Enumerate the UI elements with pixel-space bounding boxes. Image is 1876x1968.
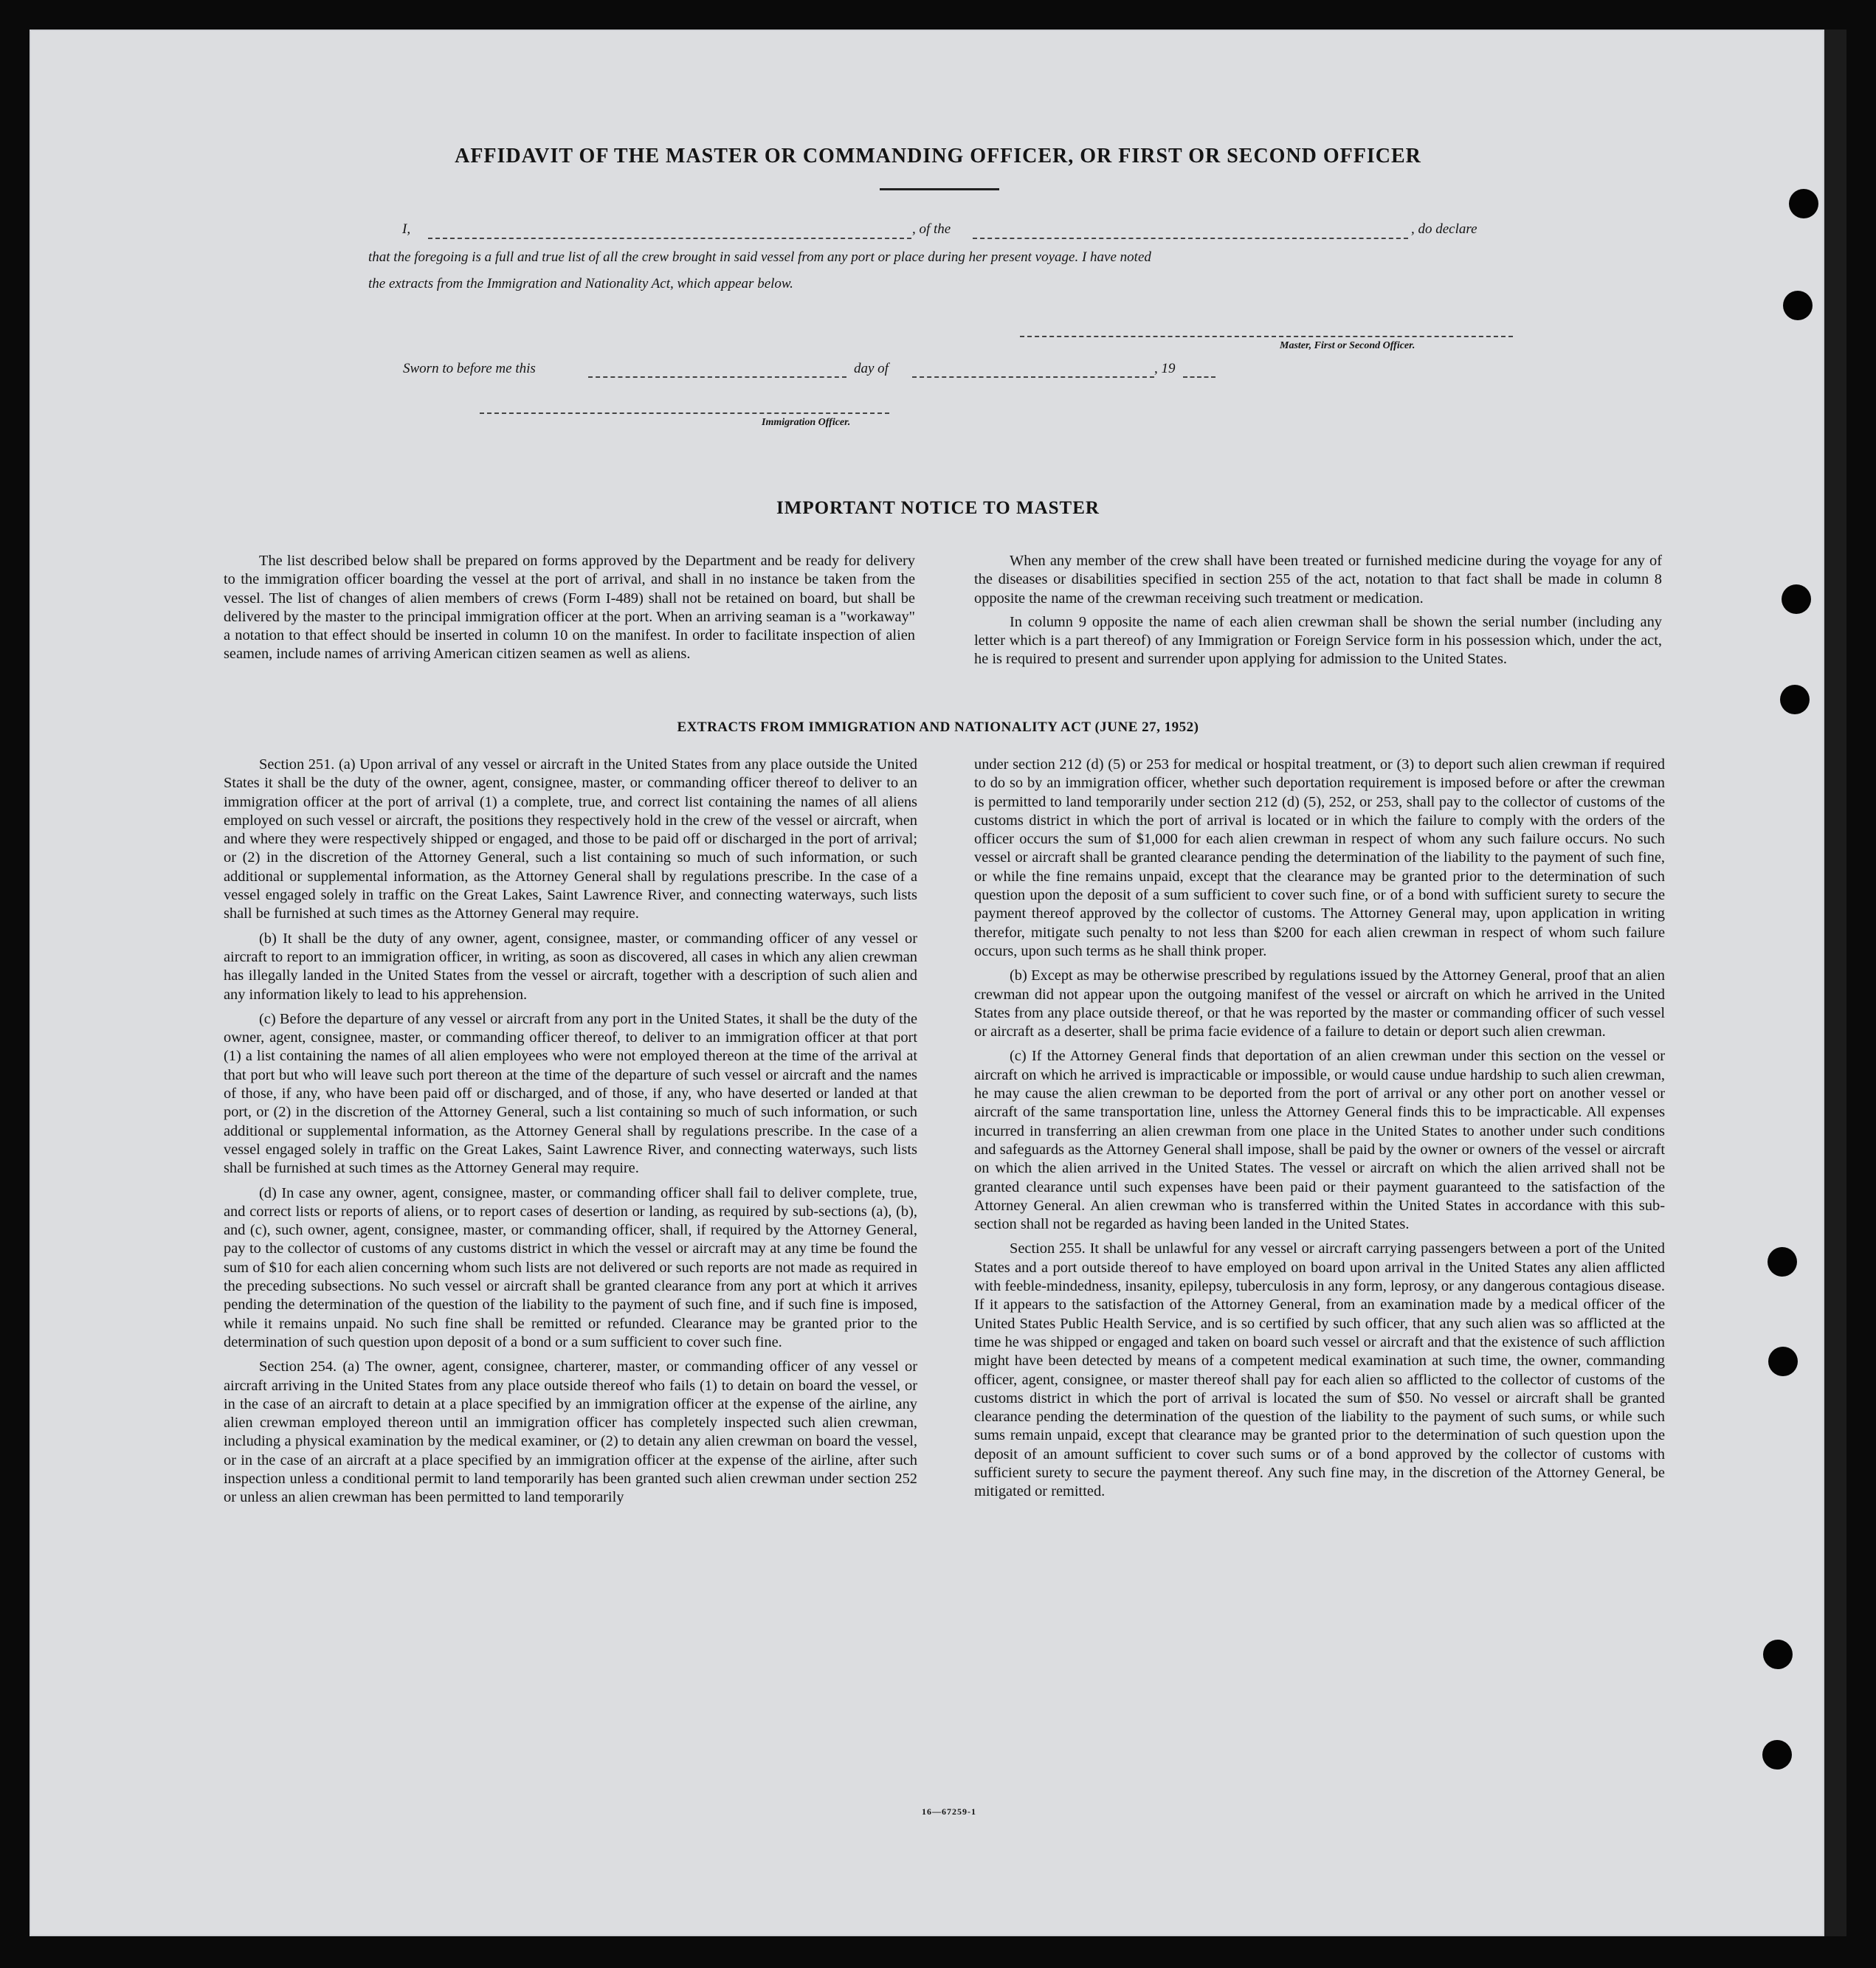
affidavit-declare-label: , do declare (1411, 221, 1477, 237)
year-label: , 19 (1154, 361, 1176, 376)
notice-title: IMPORTANT NOTICE TO MASTER (776, 498, 1100, 518)
master-signature-line[interactable] (1020, 336, 1513, 337)
immigration-officer-signature-line[interactable] (480, 412, 889, 414)
affidavit-title: AFFIDAVIT OF THE MASTER OR COMMANDING OFFICER, OR FIRST OR SECOND OFFICER (455, 145, 1421, 168)
master-signature-label: Master, First or Second Officer. (1280, 340, 1415, 351)
form-number: 16—67259-1 (922, 1806, 976, 1817)
section-255: Section 255. It shall be unlawful for any vessel or aircraft carrying passengers between a port of the United States and a port outside thereof to have employed on board upon arrival in the United States any alien afflicted with feeble-mindedness, insanity, epilepsy, tuberculosis in any form, leprosy, or any dangerous contagious disease. If it appears to the satisfaction of the Attorney General, from an examination made by a medical officer of the United States Public Health Service, and is so certified by such officer, that any such alien was so afflicted at the time he was shipped or engaged and taken on board such vessel or aircraft and that the existence of such affliction might have been detected by means of a competent medical examination at such time, the owner, commanding officer, agent, consignee, or master thereof shall pay for each alien so afflicted to the collector of customs of the customs district in which the port of arrival is located the sum of $50. No vessel or aircraft shall be granted clearance pending the determination of the question of the liability to the payment of such sums, or while such sums remain unpaid, except that clearance may be granted prior to the determination of such question upon the deposit of an amount sufficient to cover such sums or of a bond approved by the collector of customs with sufficient surety to secure the payment thereof. Any such fine may, in the discretion of the Attorney General, be mitigated or remitted. (974, 1240, 1665, 1500)
name-field-line[interactable] (428, 238, 911, 239)
notice-paragraph: The list described below shall be prepared on forms approved by the Department and be ready for delivery to the immigration officer boarding the vessel at the port of arrival, and shall in no instance be taken from the vessel. The list of changes of alien members of crews (Form I-489) shall not be retained on board, but shall be delivered by the master to the principal immigration officer at the port. When an arriving seaman is a "workaway" a notation to that effect should be inserted in column 10 on the manifest. In order to facilitate inspection of alien seamen, include names of arriving American citizen seamen as well as aliens. (224, 553, 915, 663)
sworn-day-field-line[interactable] (588, 376, 846, 378)
notice-paragraph: In column 9 opposite the name of each alien crewman shall be shown the serial number (including any letter which is a part thereof) of any Immigration or Foreign Service form in his possession which, under the act, he is required to present and surrender upon applying for admission to the United States. (974, 613, 1662, 668)
section-251c: (c) Before the departure of any vessel or aircraft from any port in the United States, it shall be the duty of the owner, agent, consignee, master, or commanding officer thereof, to deliver to an immigration officer at that port (1) a list containing the names of all alien employees who were not employed thereon at the time of the arrival at that port but who will leave such port thereon at the time of the departure of such vessel or aircraft and the names of those, if any, who have been paid off or discharged, and of those, if any, who have deserted or landed at that port, or (2) in the discretion of the Attorney General, such a list containing so much of such information, or such additional or supplemental information, as the Attorney General shall by regulations prescribe. In the case of a vessel engaged solely in traffic on the Great Lakes, Saint Lawrence River, and connecting waterways, such lists shall be furnished at such times as the Attorney General may require. (224, 1010, 917, 1177)
sworn-label: Sworn to before me this (403, 361, 536, 376)
notice-left-column (224, 552, 915, 669)
binder-hole (1768, 1247, 1797, 1277)
title-rule (880, 188, 999, 190)
binder-hole (1780, 685, 1810, 714)
vessel-field-line[interactable] (973, 238, 1408, 239)
section-254a: Section 254. (a) The owner, agent, consignee, charterer, master, or commanding officer of any vessel or aircraft arriving in the United States from any place outside thereof who fails (1) to detain on board the vessel, or in the case of an aircraft to detain at a place specified by an immigration officer at the expense of the airline, any alien crewman employed thereon until an immigration officer has completely inspected such alien crewman, including a physical examination by the medical examiner, or (2) to detain any alien crewman on board the vessel, or in the case of an aircraft at a place specified by an immigration officer at the expense of the airline, after such inspection unless a conditional permit to land temporarily has been granted such alien crewman under section 252 or unless an alien crewman has been permitted to land temporarily (224, 1358, 917, 1506)
extracts-right-column (974, 756, 1665, 1508)
notice-right-column (974, 552, 1662, 674)
affidavit-line-2: that the foregoing is a full and true list of all the crew brought in said vessel from any port or place during her present voyage. I have noted (368, 249, 1151, 265)
section-251d: (d) In case any owner, agent, consignee, master, or commanding officer shall fail to deliver complete, true, and correct lists or reports of aliens, or to report cases of desertion or landing, as required by sub-sections (a), (b), and (c), such owner, agent, consignee, master, or commanding officer, shall, if required by the Attorney General, pay to the collector of customs of any customs district in which the vessel or aircraft may at any time be found the sum of $10 for each alien concerning whom such lists are not delivered or such reports are not made as required in the preceding subsections. No such vessel or aircraft shall be granted clearance from any port at which it arrives pending the determination of the question of the liability to the payment of such fine, and if such fine is imposed, while it remains unpaid. No such fine shall be remitted or refunded. Clearance may be granted prior to the determination of such question upon deposit of a bond or a sum sufficient to cover such fine. (224, 1184, 917, 1350)
binder-hole (1763, 1640, 1793, 1669)
affidavit-of-the-label: , of the (912, 221, 951, 237)
section-254a-continued: under section 212 (d) (5) or 253 for medical or hospital treatment, or (3) to deport such alien crewman if required to do so by an immigration officer, whether such deportation requirement is imposed before or after the crewman is permitted to land temporarily under section 212 (d) (5), 252, or 253, shall pay to the collector of customs of the customs district in which the port of arrival is located or in which the failure to comply with the orders of the officer occurs the sum of $1,000 for each alien crewman in respect of whom any such failure occurs. No such vessel or aircraft shall be granted clearance pending the determination of the liability to the payment of such fine, or while the fine remains unpaid, except that the clearance may be granted prior to the determination of such question upon the deposit of a sum sufficient to cover such fine, or of a bond with sufficient surety to secure the payment thereof approved by the collector of customs. The Attorney General may, upon application in writing therefor, mitigate such penalty to not less than $200 for each alien crewman in respect of whom such failure occurs, upon such terms as he shall think proper. (974, 756, 1665, 959)
affidavit-line-3: the extracts from the Immigration and Nationality Act, which appear below. (368, 276, 793, 291)
binder-hole (1782, 584, 1811, 614)
sworn-month-field-line[interactable] (912, 376, 1154, 378)
immigration-officer-label: Immigration Officer. (762, 417, 851, 428)
section-251a: Section 251. (a) Upon arrival of any vessel or aircraft in the United States from any place outside the United States it shall be the duty of the owner, agent, consignee, master, or commanding officer thereof to deliver to an immigration officer at the port of arrival (1) a complete, true, and correct list containing the names of all aliens employed on such vessel or aircraft, the positions they respectively hold in the crew of the vessel or aircraft, when and where they were respectively shipped or engaged, and those to be paid off or discharged in the port of arrival; or (2) in the discretion of the Attorney General, such a list containing so much of such information, or such additional or supplemental information, as the Attorney General shall by regulations prescribe. In the case of a vessel engaged solely in traffic on the Great Lakes, Saint Lawrence River, and connecting waterways, such lists shall be furnished at such times as the Attorney General may require. (224, 756, 917, 922)
extracts-title: EXTRACTS FROM IMMIGRATION AND NATIONALITY ACT (JUNE 27, 1952) (677, 719, 1199, 735)
section-254c: (c) If the Attorney General finds that deportation of an alien crewman under this section on the vessel or aircraft on which he arrived is impracticable or impossible, or would cause undue hardship to such alien crewman, he may cause the alien crewman to be deported from the port of arrival or any other port on another vessel or aircraft of the same transportation line, unless the Attorney General finds this to be impracticable. All expenses incurred in transferring an alien crewman from one place in the United States to another under such conditions and safeguards as the Attorney General shall impose, shall be paid by the owner or owners of the vessel or aircraft on which the alien arrived in the United States. The vessel or aircraft on which the alien arrived shall not be granted clearance until such expenses have been paid or their payment guaranteed to the satisfaction of the Attorney General. An alien crewman who is transferred within the United States in accordance with this sub-section shall not be regarded as having been landed in the United States. (974, 1048, 1665, 1233)
page-edge-shadow (1824, 30, 1846, 1936)
binder-hole (1768, 1347, 1798, 1376)
section-251b: (b) It shall be the duty of any owner, agent, consignee, master, or commanding officer of any vessel or aircraft to report to an immigration officer, in writing, as soon as discovered, all cases in which any alien crewman has illegally landed in the United States from the vessel or aircraft, together with a description of such alien and any information likely to lead to his apprehension. (224, 930, 917, 1003)
notice-paragraph: When any member of the crew shall have been treated or furnished medicine during the voyage for any of the diseases or disabilities specified in section 255 of the act, notation to that fact shall be made in column 8 opposite the name of the crewman receiving such treatment or medication. (974, 553, 1662, 607)
section-254b: (b) Except as may be otherwise prescribed by regulations issued by the Attorney General, proof that an alien crewman did not appear upon the outgoing manifest of the vessel or aircraft on which he arrived in the United States from any place outside thereof, or that he was reported by the master or commanding officer of such vessel or aircraft as a deserter, shall be prima facie evidence of a failure to detain or deport such alien crewman. (974, 967, 1665, 1040)
binder-hole (1789, 189, 1818, 218)
affidavit-i-label: I, (402, 221, 411, 237)
binder-hole (1762, 1740, 1792, 1770)
day-of-label: day of (854, 361, 889, 376)
binder-hole (1783, 291, 1813, 320)
sworn-year-field-line[interactable] (1183, 376, 1215, 378)
extracts-left-column (224, 756, 917, 1513)
